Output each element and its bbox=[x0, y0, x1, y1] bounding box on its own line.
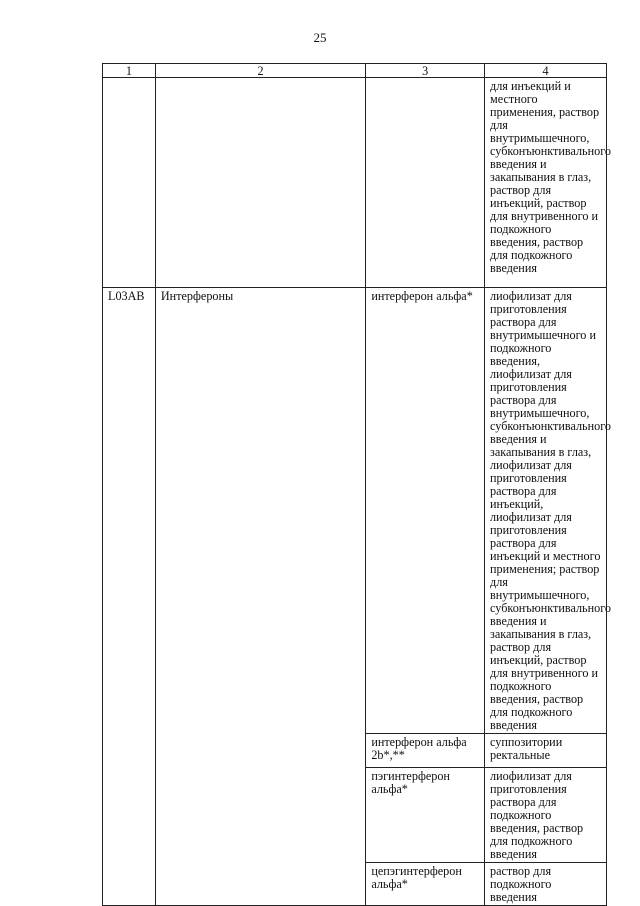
cell-empty bbox=[155, 78, 365, 288]
inn-cell: интерферон альфа 2b*,** bbox=[366, 734, 485, 768]
drug-table bbox=[102, 63, 612, 906]
dosage-form-cell: лиофилизат для приготовления раствора для подкожного введения, раствор для подкожного введения bbox=[485, 768, 607, 863]
dosage-form-cell: раствор для подкожного введения bbox=[485, 863, 607, 906]
column-header: 1 bbox=[103, 64, 156, 78]
dosage-form-cell: лиофилизат для приготовления раствора для внутримышечного и подкожного введения, лиофилизат для приготовления раствора для внутримышечного, субконъюнктивального введения и закапывания в глаз, лиофилизат для приготовления раствора для инъекций, лиофилизат для приготовления раствора для инъекций и местного применения; раствор для внутримышечного, субконъюнктивального введения и закапывания в глаз, раствор для инъекций, раствор для внутривенного и подкожного введения, раствор для подкожного введения bbox=[485, 288, 607, 734]
column-header: 2 bbox=[155, 64, 365, 78]
cell-empty bbox=[103, 78, 156, 288]
inn-cell: интерферон альфа* bbox=[366, 288, 485, 734]
group-name-cell: Интерфероны bbox=[155, 288, 365, 906]
atc-code-cell: L03AB bbox=[103, 288, 156, 906]
cell-empty bbox=[366, 78, 485, 288]
table-row bbox=[103, 78, 607, 288]
dosage-form-cell: суппозитории ректальные bbox=[485, 734, 607, 768]
inn-cell: пэгинтерферон альфа* bbox=[366, 768, 485, 863]
column-header: 3 bbox=[366, 64, 485, 78]
table-header-row bbox=[103, 64, 607, 78]
dosage-form-cell: для инъекций и местного применения, раствор для внутримышечного, субконъюнктивального введения и закапывания в глаз, раствор для инъекций, раствор для внутривенного и подкожного введения, раствор для подкожного введения bbox=[485, 78, 607, 288]
table-row bbox=[103, 288, 607, 734]
inn-cell: цепэгинтерферон альфа* bbox=[366, 863, 485, 906]
column-header: 4 bbox=[485, 64, 607, 78]
page-number: 25 bbox=[313, 30, 327, 45]
